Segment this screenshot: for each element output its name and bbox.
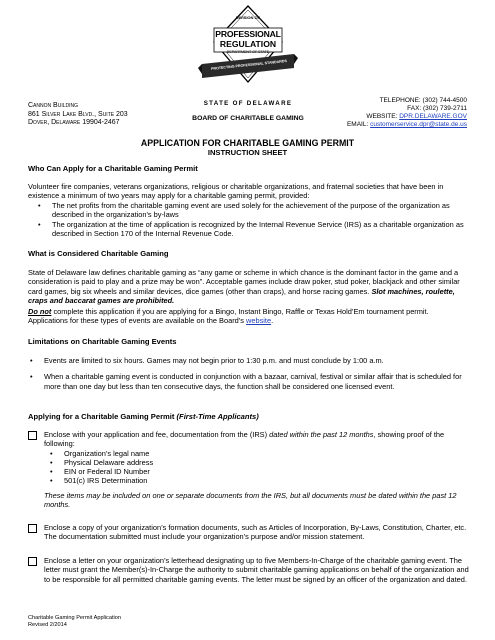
logo-top-text: DIVISION OF	[235, 15, 261, 20]
footer-line: Revised 2/2014	[28, 622, 67, 628]
irs-note: These items may be included on one or separate documents from the IRS, but all documents must be dated within the past 12 months.	[44, 490, 457, 510]
board-name: BOARD OF CHARITABLE GAMING	[192, 115, 304, 122]
email-row: EMAIL: customerservice.dpr@state.de.us	[346, 121, 467, 128]
website-row: WEBSITE: DPR.DELAWARE.GOV	[366, 113, 467, 120]
section-heading-what: What is Considered Charitable Gaming	[28, 249, 169, 258]
prohibited-games: Slot machines, roulette, craps and baccarat games are prohibited.	[28, 286, 455, 305]
state-name: STATE OF DELAWARE	[203, 100, 293, 107]
checklist-item-letter: Enclose a letter on your organization’s letterhead designating up to five Members-In-Charge of the charitable gaming event. The letter must grant the Member(s)-In-Charge the authority to submit charitable gaming applications on behalf of the organization and to be responsible for all permitted charitable gaming events. The letter must be signed by an officer of the organization and dated.	[28, 556, 470, 584]
logo-title-2: REGULATION	[219, 39, 277, 49]
footer-line: Charitable Gaming Permit Application	[28, 615, 121, 621]
address-line: Dover, Delaware 19904-2467	[28, 119, 120, 126]
email-link[interactable]: customerservice.dpr@state.de.us	[370, 121, 467, 128]
list-item: • Physical Delaware address	[50, 457, 154, 467]
section-heading-who: Who Can Apply for a Charitable Gaming Permit	[28, 164, 198, 173]
document-title: APPLICATION FOR CHARITABLE GAMING PERMIT	[140, 138, 355, 148]
office-address	[28, 102, 128, 128]
who-bullets	[38, 201, 468, 238]
checkbox[interactable]	[28, 557, 37, 566]
board-website-link[interactable]: website	[246, 316, 272, 326]
checkbox[interactable]	[28, 524, 37, 533]
checkbox[interactable]	[28, 431, 37, 440]
list-item: • When a charitable gaming event is conducted in conjunction with a bazaar, carnival, festival or similar affair that is scheduled for more than one day but less than ten consecutive days, the function shall be considered one licensed event.	[30, 372, 462, 391]
footer	[28, 615, 121, 629]
list-item: • Events are limited to six hours. Games may not begin prior to 1:30 p.m. and must conclude by 1:00 a.m.	[30, 356, 384, 365]
fax: FAX: (302) 739-2711	[407, 105, 467, 112]
section-heading-applying: Applying for a Charitable Gaming Permit (First-Time Applicants)	[28, 412, 259, 421]
who-intro: Volunteer fire companies, veterans organizations, religious or charitable organizations, and fraternal societies that have been in existence a minimum of two years may apply for a charitable gaming permit, provided:	[28, 182, 444, 201]
list-item: • The organization at the time of application is recognized by the Internal Revenue Service (IRS) as a charitable organization as described in Section 170 of the Internal Revenue Code.	[38, 219, 464, 238]
do-not-paragraph: Do not complete this application if you are applying for a Bingo, Instant Bingo, Raffle or Texas Hold’Em tournament permit. Applications for these types of events are available on the Board’s website.	[28, 307, 429, 326]
checklist-item-formation: Enclose a copy of your organization’s formation documents, such as Articles of Incorporation, By-Laws, Constitution, Charter, etc. The documentation submitted must include your organization’s purpose and/or mission statement.	[28, 523, 470, 542]
list-item: • 501(c) IRS Determination	[50, 476, 148, 486]
telephone: TELEPHONE: (302) 744-4500	[379, 97, 467, 104]
irs-items	[44, 449, 470, 486]
limits-bullets	[30, 356, 470, 391]
logo-sub-text: DEPARTMENT OF STATE	[226, 50, 270, 54]
what-paragraph: State of Delaware law defines charitable gaming as “any game or scheme in which chance is the dominant factor in the game and a consideration is paid to play and a prize may be won”. Acceptable games include draw poker, stud poker, blackjack and other similar card games, big six wheels and similar devices, dice games (other than craps), and horse racing games. Slot machines, roulette, craps and baccarat games are prohibited.	[28, 268, 460, 305]
contact-block	[347, 97, 467, 129]
checklist-item-irs: Enclose with your application and fee, documentation from the (IRS) dated within the past 12 months, showing proof of the following: • Organization’s legal name • Physical Delaware address • EIN or Federal ID Number • 501(c) IRS Determination These items may be included on one or separate documents from the IRS, but all documents must be dated within the past 12 months.	[28, 430, 470, 509]
website-link[interactable]: DPR.DELAWARE.GOV	[399, 113, 467, 120]
address-line: Cannon Building	[28, 102, 79, 109]
dpr-logo	[196, 2, 300, 94]
address-line: 861 Silver Lake Blvd., Suite 203	[28, 110, 128, 118]
section-heading-limits: Limitations on Charitable Gaming Events	[28, 337, 177, 346]
logo-ribbon-text: PROTECTING PROFESSIONAL STANDARDS	[210, 59, 288, 71]
document-subtitle: INSTRUCTION SHEET	[207, 148, 288, 157]
logo-title-1: PROFESSIONAL	[215, 29, 281, 39]
list-item: • The net profits from the charitable gaming event are used solely for the achievement of the purpose of the organization as described in the organization's by-laws	[38, 201, 450, 220]
do-not-emphasis: Do not	[28, 307, 52, 316]
list-item: • EIN or Federal ID Number	[50, 467, 150, 477]
list-item: • Organization’s legal name	[50, 448, 150, 458]
